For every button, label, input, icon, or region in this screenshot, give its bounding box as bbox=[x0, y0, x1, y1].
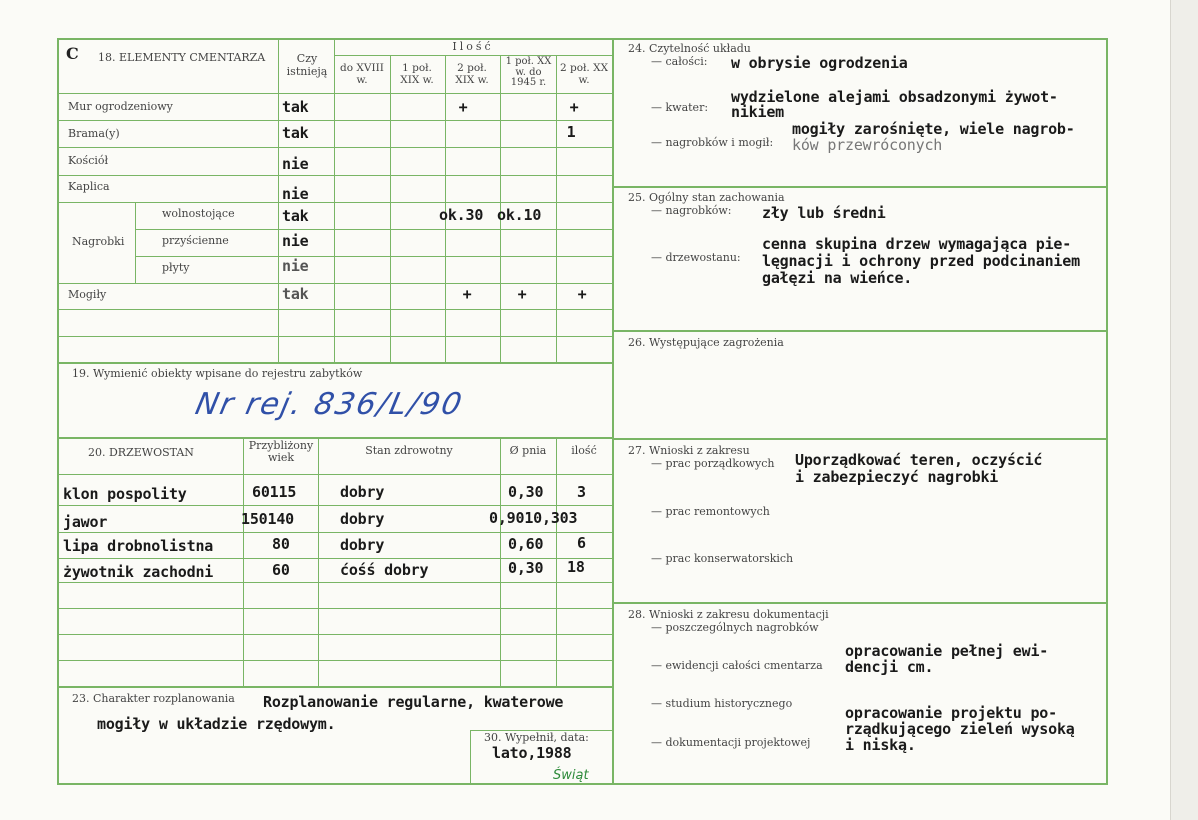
conclusions-label-cleanup: — prac porządkowych bbox=[651, 457, 775, 470]
qty-graves-p3: + bbox=[462, 285, 472, 303]
condition-label-tombstones: — nagrobków: bbox=[651, 204, 732, 217]
condition-value-tombstones: zły lub średni bbox=[762, 204, 886, 222]
documentation-label-history: — studium historycznego bbox=[651, 697, 793, 710]
exists-church: nie bbox=[282, 155, 309, 173]
tree-count: 3 bbox=[577, 483, 586, 501]
tree-diameter: 0,9010,303 bbox=[489, 509, 578, 527]
documentation-value-project-2: rządkującego zieleń wysoką bbox=[845, 720, 1075, 738]
filled-date: lato,1988 bbox=[492, 744, 572, 762]
qty-wall-p3: + bbox=[458, 98, 468, 116]
tree-state: dobry bbox=[340, 483, 385, 501]
section-20-title: 20. DRZEWOSTAN bbox=[88, 446, 194, 459]
tree-name: żywotnik zachodni bbox=[63, 563, 214, 581]
section-23-label: 23. Charakter rozplanowania bbox=[72, 692, 235, 705]
conclusions-value-cleanup-2: i zabezpieczyć nagrobki bbox=[795, 468, 999, 486]
conclusions-label-repairs: — prac remontowych bbox=[651, 505, 770, 518]
exists-slabs: nie bbox=[282, 257, 309, 275]
header-quantity: Ilość bbox=[452, 40, 494, 53]
section-25-title: 25. Ogólny stan zachowania bbox=[628, 191, 785, 204]
row-label-wall: Mur ogrodzeniowy bbox=[68, 100, 173, 113]
tree-state: dobry bbox=[340, 510, 385, 528]
readability-value-tombs-2: ków przewróconych bbox=[792, 136, 943, 154]
conclusions-label-conservation: — prac konserwatorskich bbox=[651, 552, 794, 565]
tree-diameter: 0,30 bbox=[508, 483, 544, 501]
readability-value-tombs: mogiły zarośnięte, wiele nagrob- bbox=[792, 120, 1075, 138]
tree-name: klon pospolity bbox=[63, 485, 187, 503]
tree-name: jawor bbox=[63, 513, 108, 531]
row-label-church: Kościół bbox=[68, 154, 109, 167]
tree-state: ćośś dobry bbox=[340, 561, 429, 579]
row-label-wall-mounted: przyścienne bbox=[162, 234, 229, 247]
documentation-value-project: opracowanie projektu po- bbox=[845, 704, 1057, 722]
qty-graves-p4: + bbox=[517, 285, 527, 303]
exists-chapel: nie bbox=[282, 185, 309, 203]
tree-age: 150140 bbox=[241, 510, 294, 528]
scan-edge bbox=[1170, 0, 1198, 820]
documentation-label-project: — dokumentacji projektowej bbox=[651, 736, 811, 749]
section-letter: C bbox=[66, 44, 79, 63]
tree-age: 60 bbox=[272, 561, 290, 579]
period-col-2: 1 poł. XIX w. bbox=[400, 62, 434, 87]
documentation-value-project-3: i niską. bbox=[845, 736, 916, 754]
header-health: Stan zdrowotny bbox=[365, 444, 453, 457]
exists-graves: tak bbox=[282, 285, 309, 303]
documentation-value-inventory: opracowanie pełnej ewi- bbox=[845, 642, 1049, 660]
register-number-handwritten: Nr rej. 836/L/90 bbox=[192, 387, 467, 422]
readability-label-whole: — całości: bbox=[651, 55, 708, 68]
row-label-gate: Brama(y) bbox=[68, 127, 120, 140]
header-exists: Czy istnieją bbox=[286, 52, 328, 78]
section-30-label: 30. Wypełnił, data: bbox=[484, 731, 589, 744]
section-24-title: 24. Czytelność układu bbox=[628, 42, 751, 55]
header-age: Przybliżony wiek bbox=[248, 439, 314, 465]
documentation-label-inventory: — ewidencji całości cmentarza bbox=[651, 659, 823, 672]
condition-value-trees: cenna skupina drzew wymagająca pie- bbox=[762, 235, 1072, 253]
period-col-4: 1 poł. XX w. do 1945 r. bbox=[505, 56, 552, 88]
readability-value-whole: w obrysie ogrodzenia bbox=[731, 54, 908, 72]
layout-text-line1: Rozplanowanie regularne, kwaterowe bbox=[263, 693, 564, 711]
tree-name: lipa drobnolistna bbox=[63, 537, 214, 555]
tree-age: 60115 bbox=[252, 483, 297, 501]
row-label-chapel: Kaplica bbox=[68, 180, 110, 193]
condition-value-trees-3: gałęzi na wieńce. bbox=[762, 269, 913, 287]
tree-count: 6 bbox=[577, 534, 586, 552]
qty-freestanding-p3: ok.30 bbox=[439, 206, 484, 224]
section-26-title: 26. Występujące zagrożenia bbox=[628, 336, 784, 349]
period-col-5: 2 poł. XX w. bbox=[559, 62, 609, 87]
documentation-value-inventory-2: dencji cm. bbox=[845, 658, 934, 676]
conclusions-value-cleanup: Uporządkować teren, oczyścić bbox=[795, 451, 1043, 469]
tree-state: dobry bbox=[340, 536, 385, 554]
period-col-1: do XVIII w. bbox=[340, 62, 384, 87]
readability-value-quarters: wydzielone alejami obsadzonymi żywot- bbox=[731, 88, 1058, 106]
layout-text-line2: mogiły w układzie rzędowym. bbox=[97, 715, 336, 733]
row-label-freestanding: wolnostojące bbox=[162, 207, 235, 220]
row-label-slabs: płyty bbox=[162, 261, 190, 274]
readability-label-tombs: — nagrobków i mogił: bbox=[651, 136, 774, 149]
exists-gate: tak bbox=[282, 124, 309, 142]
tree-diameter: 0,30 bbox=[508, 559, 544, 577]
section-27-title: 27. Wnioski z zakresu bbox=[628, 444, 750, 457]
group-label-tombstones: Nagrobki bbox=[72, 235, 125, 248]
period-col-3: 2 poł. XIX w. bbox=[455, 62, 489, 87]
qty-wall-p5: + bbox=[569, 98, 579, 116]
header-diameter: Ø pnia bbox=[509, 444, 547, 457]
condition-value-trees-2: lęgnacji i ochrony przed podcinaniem bbox=[762, 252, 1080, 270]
header-count: ilość bbox=[571, 444, 597, 457]
condition-label-trees: — drzewostanu: bbox=[651, 251, 741, 264]
row-label-graves: Mogiły bbox=[68, 288, 107, 301]
qty-graves-p5: + bbox=[577, 285, 587, 303]
qty-freestanding-p4: ok.10 bbox=[497, 206, 542, 224]
tree-count: 18 bbox=[567, 558, 585, 576]
exists-freestanding: tak bbox=[282, 207, 309, 225]
tree-diameter: 0,60 bbox=[508, 535, 544, 553]
signature: Świąt bbox=[553, 768, 589, 783]
exists-wall: tak bbox=[282, 98, 309, 116]
section-28-title: 28. Wnioski z zakresu dokumentacji bbox=[628, 608, 829, 621]
section-19-label: 19. Wymienić obiekty wpisane do rejestru zabytków bbox=[72, 367, 363, 380]
section-18-title: 18. ELEMENTY CMENTARZA bbox=[98, 51, 266, 64]
readability-label-quarters: — kwater: bbox=[651, 101, 709, 114]
tree-age: 80 bbox=[272, 535, 290, 553]
documentation-label-individual: — poszczególnych nagrobków bbox=[651, 621, 819, 634]
exists-wall-mounted: nie bbox=[282, 232, 309, 250]
qty-gate-p5: 1 bbox=[566, 123, 576, 141]
readability-value-quarters-2: nikiem bbox=[731, 103, 784, 121]
